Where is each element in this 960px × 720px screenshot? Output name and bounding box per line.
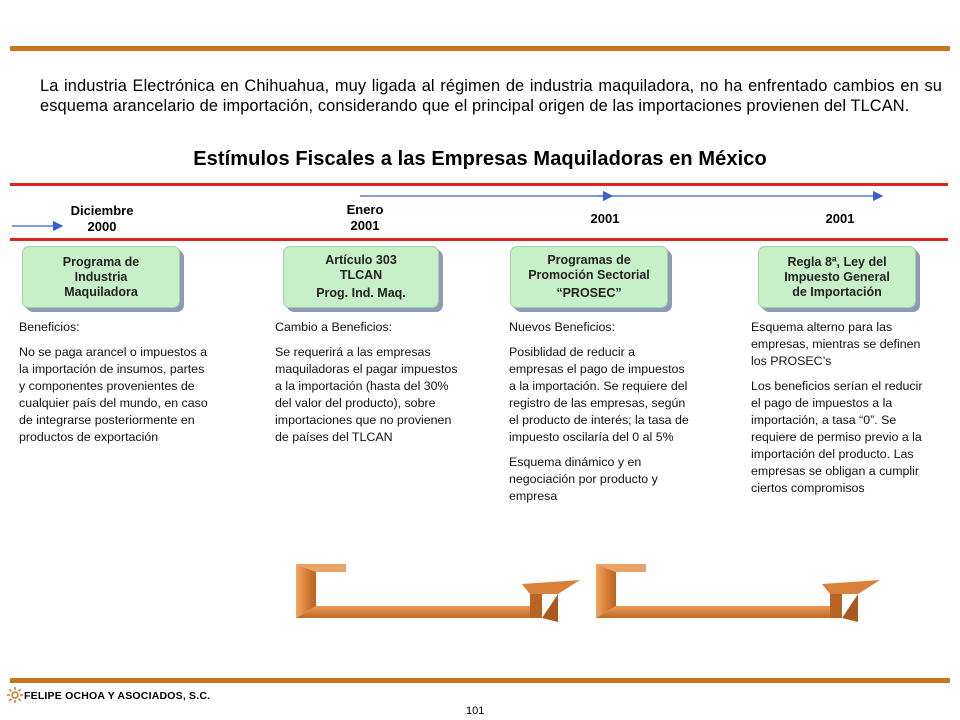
intro-paragraph: La industria Electrónica en Chihuahua, muy ligada al régimen de industria maquiladora, no ha enfrentado cambios en su esquema arancelario de importación, considerando que el principal origen de las importaciones provienen del TLCAN. [40, 77, 942, 115]
box-prosec: Programas de Promoción Sectorial “PROSEC” [510, 246, 668, 308]
page-title: Estímulos Fiscales a las Empresas Maquiladoras en México [193, 148, 767, 170]
date-2001-prosec: 2001 [590, 211, 620, 226]
box-articulo-303: Artículo 303 TLCAN Prog. Ind. Maq. [283, 246, 439, 308]
company-name: FELIPE OCHOA Y ASOCIADOS, S.C. [24, 690, 211, 702]
box-programa-industria-maquiladora: Programa de Industria Maquiladora [22, 246, 180, 308]
top-divider [10, 46, 950, 51]
column-3-text-2: Esquema dinámico y en negociación por producto y empresa [509, 455, 658, 503]
column-2-heading: Cambio a Beneficios: [275, 320, 393, 334]
bracket-arrows [280, 560, 900, 632]
column-4-heading: Esquema alterno para las empresas, mientras se definen los PROSEC’s [751, 320, 921, 368]
bracket-arrow-icon [596, 564, 880, 622]
column-3-text-1: Posiblidad de reducir a empresas el pago de impuestos a la importación. Se requiere del registro de las empresas, según el producto de interés; la tasa de impuesto oscilaría del 0 al 5% [509, 345, 689, 444]
page-number: 101 [466, 705, 485, 717]
bracket-arrow-icon [296, 564, 580, 622]
date-dec-2000: Diciembre 2000 [70, 203, 134, 234]
column-1 [19, 319, 209, 454]
date-jan-2001: Enero 2001 [346, 202, 384, 233]
column-1-text: No se paga arancel o impuestos a la importación de insumos, partes y componentes provenientes de cualquier país del mundo, en caso de integrarse posteriormente en productos de exportación [19, 345, 208, 444]
column-3 [509, 319, 692, 513]
date-2001-regla: 2001 [825, 211, 855, 226]
box-regla-8: Regla 8ª, Ley del Impuesto General de Importación [758, 246, 916, 308]
column-2 [275, 319, 463, 454]
company-logo-icon [6, 686, 24, 704]
column-4-text: Los beneficios serían el reducir el pago de impuestos a la importación, a tasa “0”. Se requiere de permiso previo a la importación del producto. Las empresas se obligan a cumplir ciertos compromisos [751, 379, 923, 495]
column-2-text: Se requerirá a las empresas maquiladoras el pagar impuestos a la importación (hasta del 30% del valor del producto), sobre importaciones que no provienen de países del TLCAN [275, 345, 458, 444]
column-3-heading: Nuevos Beneficios: [509, 320, 616, 334]
column-1-heading: Beneficios: [19, 320, 80, 334]
timeline-bottom-line [10, 238, 948, 241]
column-4 [751, 319, 931, 505]
bottom-divider [10, 678, 950, 683]
